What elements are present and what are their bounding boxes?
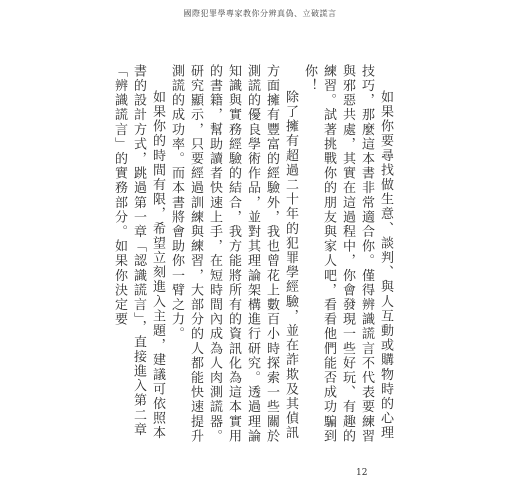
body-text xyxy=(112,64,395,444)
paragraph-2: 除了擁有超過二十年的犯罪學經驗，並在詐欺及其偵訊方面擁有豐富的經驗外，我也曾花上數百小時探索一些關於測謊的優良學術作品，並對其理論架構進行研究。透過理論知識與實務經驗的結合，我方能將所有的資訊化為這本實用的書籍，幫助讀者快速上手，在短時間內成為人肉測謊器。研究顯示，只要經過訓練與練習，大部分的人都能快速提升測謊的成功率。而本書將會助你一臂之力。 xyxy=(169,64,298,444)
paragraph-1: 如果你要尋找做生意、談判、與人互動或購物時的心理技巧，那麼這本書非常適合你。僅得辨識謊言不代表要練習與邪惡共處，其實在這過程中，你會發現一些好玩、有趣的練習。試著挑戰你的朋友與家人吧，看看他們能否成功騙到你！ xyxy=(302,64,393,444)
page-number: 12 xyxy=(356,468,368,478)
running-header: 國際犯罪學專家教你分辨真偽、立破謊言 xyxy=(183,9,337,18)
paragraph-3: 如果你的時間有限，希望立刻進入主題，建議可依照本書的設計方式，跳過第一章「認識謊言」，直接進入第二章「辨識謊言」的實務部分。如果你決定要 xyxy=(112,64,165,441)
